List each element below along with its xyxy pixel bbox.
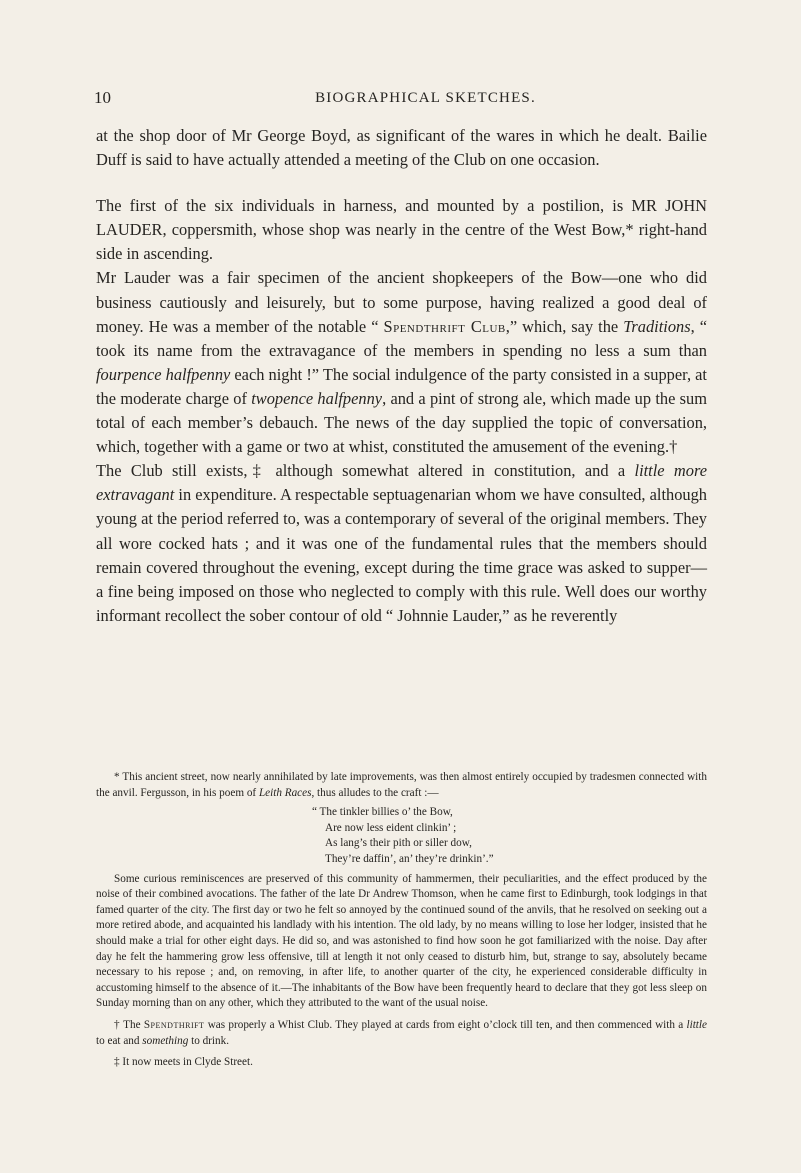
footnote-reminiscences: Some curious reminiscences are preserved of this community of hammermen, their peculiarities, and the effect produced by the noise of their combined avocations. The father of the late Dr Andrew Thomson, when he came first to Edinburgh, took lodgings in that famed quarter of the city. The first day or two he felt so annoyed by the continued sound of the anvils, that he resolved on seeking out a more retired abode, and acquainted his landlady with his intention. The old lady, by no means willing to lose her lodger, insisted that he should make a trial for other eight days. He did so, and was astonished to find how soon he got familiarized with the noise. Day after day he felt the hammering grow less offensive, till at length it not only ceased to disturb him, but, strange to say, absolutely became necessary to his repose ; and, on removing, in after life, to another quarter of the city, he experienced considerable difficulty in accustoming himself to the absence of it.—The inhabitants of the Bow have been frequently heard to declare that they got less sleep on Sunday morning than on any other, which they attributed to the want of the usual noise. [96,872,707,1010]
paragraph: at the shop door of Mr George Boyd, as significant of the wares in which he dealt. Bailie Duff is said to have actually attended a meeting of the Club on one occasion. [96,126,707,170]
text-run: , thus alludes to the craft :— [311,786,439,799]
text-run: in expenditure. A respectable septuagenarian whom we have consulted, although young at the period referred to, was a contemporary of several of the original members. They all wore cocked hats ; and it was one of the fundamental rules that the members should remain covered throughout the evening, except during the time grace was asked to supper—a fine being imposed on those who neglected to comply with this rule. Well does our worthy informant recollect the sober contour of old “ Johnnie Lauder,” as he reverently [96,485,707,625]
running-head: BIOGRAPHICAL SKETCHES. [315,90,536,106]
text-run: , and a pint of strong ale, which made up the sum total of each member’s debauch. The news of the day supplied the topic of conversation, which, together with a game or two at whist, constituted the amusement of the evening.† [96,388,707,457]
main-text [96,124,707,628]
emphasis: little more extravagant [96,461,707,505]
text-run: Mr Lauder was a fair specimen of the ancient shopkeepers of the Bow—one who did business cautiously and leisurely, but to some purpose, having realized a good deal of money. He was a member of the notable “ [96,268,707,336]
page-number: 10 [94,88,111,107]
verse-quote [96,805,707,867]
verse-line: Are now less eident clinkin’ ; [325,821,457,834]
emphasis: fourpence halfpenny [96,364,231,384]
footnote-double-dagger: ‡ It now meets in Clyde Street. [114,1056,253,1069]
emphasis: twopence halfpenny [251,388,383,408]
leith-races-title: Leith Races [258,786,312,799]
paragraph [96,459,707,628]
text-run: to eat and [96,1034,143,1047]
footnote-dagger [96,1018,707,1049]
paragraph: The first of the six individuals in harness, and mounted by a postilion, is MR JOHN LAUDER, coppersmith, whose shop was nearly in the centre of the West Bow,* right-hand side in ascending. [96,196,707,264]
spendthrift-club-name: Spendthrift Club [383,316,506,336]
spendthrift-name: Spendthrift [143,1018,205,1031]
verse-line: They’re daffin’, an’ they’re drinkin’.” [325,852,494,865]
footnote-star [96,770,707,801]
emphasis: something [142,1034,189,1047]
verse-line: As lang’s their pith or siller dow, [325,837,472,850]
text-run: † The [114,1018,144,1031]
paragraph [96,266,707,459]
text-run: each night !” The social indulgence of the party consisted in a supper, at the moderate charge of [96,364,707,408]
text-run: * This ancient street, now nearly annihilated by late improvements, was then almost entirely occupied by tradesmen connected with the anvil. Fergusson, in his poem of [96,771,707,799]
text-run: The Club still exists,‡ although somewhat altered in constitution, and a [96,461,635,481]
verse-line: “ The tinkler billies o’ the Bow, [312,806,453,819]
emphasis: little [686,1018,707,1031]
text-run: ,” which, say the [505,316,624,336]
text-run: was properly a Whist Club. They played at cards from eight o’clock till ten, and then commenced with a [204,1018,687,1031]
footnotes [96,770,707,1071]
text-run: , “ took its name from the extravagance of the members in spending no less a sum than [96,316,708,360]
traditions-title: Traditions [623,316,691,336]
text-run: to drink. [188,1034,230,1047]
